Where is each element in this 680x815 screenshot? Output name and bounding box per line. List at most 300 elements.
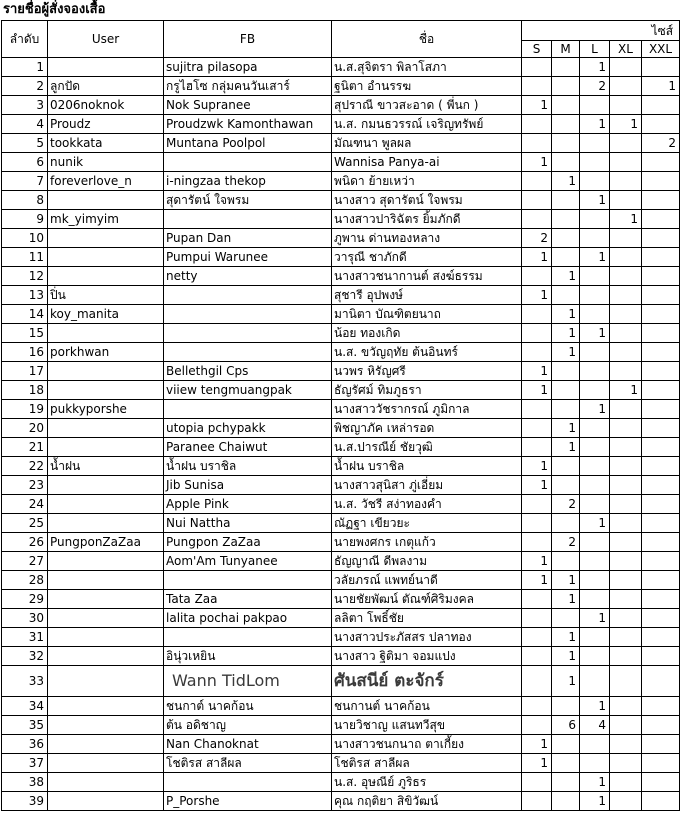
cell-name: วลัยภรณ์ แพทย์นาดี — [332, 571, 522, 590]
cell-size-m: 1 — [552, 438, 580, 457]
cell-name: ฐนิตา อำนรรฆ — [332, 77, 522, 96]
cell-size-s: 1 — [522, 735, 552, 754]
table-row — [2, 400, 680, 419]
cell-no: 28 — [2, 571, 48, 590]
cell-size-xl — [610, 172, 642, 191]
cell-name: น.ส.สุจิตรา พิลาโสภา — [332, 58, 522, 77]
cell-size-xl — [610, 571, 642, 590]
cell-size-l — [580, 419, 610, 438]
cell-size-s — [522, 666, 552, 697]
cell-size-xl — [610, 134, 642, 153]
cell-user — [48, 324, 164, 343]
cell-name: สุชารี อุปพงษ์ — [332, 286, 522, 305]
cell-size-xl — [610, 96, 642, 115]
cell-size-l — [580, 153, 610, 172]
cell-size-xl — [610, 419, 642, 438]
table-row — [2, 343, 680, 362]
cell-size-m — [552, 115, 580, 134]
cell-name: นางสาววัชรากรณ์ ภูมิกาล — [332, 400, 522, 419]
cell-size-m — [552, 381, 580, 400]
cell-size-xxl — [642, 153, 680, 172]
cell-name: ภูพาน ด่านทองหลาง — [332, 229, 522, 248]
table-row — [2, 267, 680, 286]
cell-size-xxl — [642, 666, 680, 697]
cell-no: 34 — [2, 697, 48, 716]
cell-name: นางสาวประภัสสร ปลาทอง — [332, 628, 522, 647]
cell-name: น.ส. ขวัญฤทัย ต้นอินทร์ — [332, 343, 522, 362]
cell-size-xxl — [642, 305, 680, 324]
cell-size-m: 1 — [552, 666, 580, 697]
cell-name: นายวิชาญ แสนทวีสุข — [332, 716, 522, 735]
cell-size-xxl — [642, 476, 680, 495]
cell-no: 27 — [2, 552, 48, 571]
cell-no: 12 — [2, 267, 48, 286]
cell-no: 31 — [2, 628, 48, 647]
table-row — [2, 58, 680, 77]
cell-user — [48, 495, 164, 514]
cell-no: 17 — [2, 362, 48, 381]
cell-size-xl — [610, 305, 642, 324]
cell-size-xxl — [642, 697, 680, 716]
cell-user: pukkyporshe — [48, 400, 164, 419]
cell-fb: netty — [164, 267, 332, 286]
cell-fb — [164, 628, 332, 647]
table-row — [2, 77, 680, 96]
cell-fb: Nan Chanoknat — [164, 735, 332, 754]
cell-name: นายชัยพัฒน์ ตัณฑ์ศิริมงคล — [332, 590, 522, 609]
cell-fb: Nui Nattha — [164, 514, 332, 533]
cell-size-m — [552, 792, 580, 811]
cell-size-l — [580, 476, 610, 495]
cell-size-xxl: 1 — [642, 77, 680, 96]
cell-size-l: 1 — [580, 697, 610, 716]
table-row — [2, 324, 680, 343]
cell-size-m — [552, 697, 580, 716]
cell-fb: น้ำฝน บราชิล — [164, 457, 332, 476]
cell-user — [48, 58, 164, 77]
header-fb: FB — [164, 21, 332, 58]
cell-size-l — [580, 754, 610, 773]
cell-size-m — [552, 609, 580, 628]
cell-name: นางสาว ฐิติมา จอมแปง — [332, 647, 522, 666]
cell-size-s — [522, 773, 552, 792]
cell-no: 11 — [2, 248, 48, 267]
cell-no: 13 — [2, 286, 48, 305]
cell-fb: Aom'Am Tunyanee — [164, 552, 332, 571]
table-row — [2, 134, 680, 153]
cell-no: 6 — [2, 153, 48, 172]
cell-size-m: 1 — [552, 343, 580, 362]
cell-user: tookkata — [48, 134, 164, 153]
cell-no: 1 — [2, 58, 48, 77]
cell-user: mk_yimyim — [48, 210, 164, 229]
cell-fb: P_Porshe — [164, 792, 332, 811]
cell-user — [48, 419, 164, 438]
cell-size-xxl — [642, 716, 680, 735]
cell-size-s: 1 — [522, 457, 552, 476]
cell-size-l — [580, 533, 610, 552]
table-row — [2, 666, 680, 697]
cell-no: 23 — [2, 476, 48, 495]
cell-size-s: 1 — [522, 476, 552, 495]
cell-size-l — [580, 305, 610, 324]
cell-no: 29 — [2, 590, 48, 609]
cell-fb: viiew tengmuangpak — [164, 381, 332, 400]
cell-size-xxl — [642, 381, 680, 400]
cell-size-m — [552, 754, 580, 773]
cell-user — [48, 191, 164, 210]
cell-size-xxl: 2 — [642, 134, 680, 153]
cell-size-xxl — [642, 571, 680, 590]
cell-size-s: 2 — [522, 229, 552, 248]
cell-size-xl — [610, 229, 642, 248]
cell-size-l — [580, 495, 610, 514]
cell-fb: Wann TidLom — [164, 666, 332, 697]
cell-size-xxl — [642, 514, 680, 533]
cell-size-m — [552, 96, 580, 115]
cell-fb: โชติรส สาลีผล — [164, 754, 332, 773]
cell-size-xl — [610, 514, 642, 533]
cell-size-l — [580, 438, 610, 457]
cell-no: 16 — [2, 343, 48, 362]
cell-size-l — [580, 647, 610, 666]
table-row — [2, 210, 680, 229]
cell-user — [48, 267, 164, 286]
cell-size-m — [552, 735, 580, 754]
cell-fb — [164, 286, 332, 305]
cell-size-s — [522, 533, 552, 552]
table-row — [2, 153, 680, 172]
header-size-group: ไซส์ — [522, 21, 680, 41]
cell-size-s: 1 — [522, 153, 552, 172]
cell-size-m: 2 — [552, 533, 580, 552]
cell-name: ธัญญาณี ดีพลงาม — [332, 552, 522, 571]
cell-no: 25 — [2, 514, 48, 533]
cell-no: 18 — [2, 381, 48, 400]
cell-size-s: 1 — [522, 286, 552, 305]
cell-user — [48, 248, 164, 267]
cell-size-s — [522, 419, 552, 438]
cell-size-xl — [610, 457, 642, 476]
cell-size-xl — [610, 58, 642, 77]
cell-size-xl — [610, 324, 642, 343]
cell-name: น.ส. วัชรี สง่าทองคำ — [332, 495, 522, 514]
cell-size-xl — [610, 533, 642, 552]
cell-fb — [164, 343, 332, 362]
cell-fb — [164, 305, 332, 324]
cell-fb: Tata Zaa — [164, 590, 332, 609]
header-size-xl: XL — [610, 41, 642, 58]
cell-name: น้ำฝน บราชิล — [332, 457, 522, 476]
cell-size-s — [522, 134, 552, 153]
cell-no: 9 — [2, 210, 48, 229]
table-row — [2, 514, 680, 533]
cell-no: 36 — [2, 735, 48, 754]
cell-user: PungponZaZaa — [48, 533, 164, 552]
cell-size-xl — [610, 77, 642, 96]
cell-no: 24 — [2, 495, 48, 514]
cell-size-m: 1 — [552, 419, 580, 438]
cell-fb: อินุ่วเหยิน — [164, 647, 332, 666]
cell-name: ลลิตา โพธิ์ชัย — [332, 609, 522, 628]
header-size-s: S — [522, 41, 552, 58]
sheet-title: รายชื่อผู้สั่งจองเสื้อ — [3, 2, 106, 17]
cell-name: โชติรส สาลีผล — [332, 754, 522, 773]
cell-user: ลูกปัด — [48, 77, 164, 96]
cell-size-xxl — [642, 419, 680, 438]
cell-size-l: 1 — [580, 773, 610, 792]
cell-user — [48, 773, 164, 792]
cell-size-l: 1 — [580, 248, 610, 267]
cell-size-s — [522, 324, 552, 343]
cell-size-xxl — [642, 267, 680, 286]
cell-size-l: 1 — [580, 400, 610, 419]
cell-size-m: 1 — [552, 324, 580, 343]
cell-fb — [164, 571, 332, 590]
cell-size-xxl — [642, 647, 680, 666]
cell-name: วารุณี ชาภักดี — [332, 248, 522, 267]
header-name: ชื่อ — [332, 21, 522, 58]
cell-size-l — [580, 286, 610, 305]
cell-fb: สุดารัตน์ ใจพรม — [164, 191, 332, 210]
cell-no: 21 — [2, 438, 48, 457]
cell-size-xxl — [642, 362, 680, 381]
cell-size-xl — [610, 153, 642, 172]
cell-size-xxl — [642, 552, 680, 571]
cell-fb: Nok Supranee — [164, 96, 332, 115]
cell-fb: Pupan Dan — [164, 229, 332, 248]
table-row — [2, 115, 680, 134]
cell-fb — [164, 400, 332, 419]
cell-size-l — [580, 267, 610, 286]
order-table — [1, 20, 680, 811]
table-row — [2, 590, 680, 609]
header-user: User — [48, 21, 164, 58]
cell-user — [48, 647, 164, 666]
table-row — [2, 419, 680, 438]
cell-name: นางสาวปาริฉัตร ยิ้มภักดี — [332, 210, 522, 229]
cell-user — [48, 438, 164, 457]
cell-fb — [164, 210, 332, 229]
cell-size-xl — [610, 666, 642, 697]
cell-name: นางสาวสุนิสา ภู่เอี่ยม — [332, 476, 522, 495]
cell-size-l — [580, 457, 610, 476]
table-row — [2, 229, 680, 248]
table-row — [2, 362, 680, 381]
cell-size-xxl — [642, 628, 680, 647]
cell-user — [48, 792, 164, 811]
cell-size-l — [580, 96, 610, 115]
cell-size-s — [522, 438, 552, 457]
cell-user: Proudz — [48, 115, 164, 134]
cell-size-xxl — [642, 324, 680, 343]
cell-user — [48, 571, 164, 590]
cell-size-xxl — [642, 229, 680, 248]
table-row — [2, 305, 680, 324]
cell-fb: Jib Sunisa — [164, 476, 332, 495]
cell-name: นางสาวชนากานต์ สงฆ์ธรรม — [332, 267, 522, 286]
cell-fb — [164, 153, 332, 172]
cell-size-s — [522, 647, 552, 666]
cell-user: koy_manita — [48, 305, 164, 324]
cell-no: 38 — [2, 773, 48, 792]
cell-fb: Pungpon ZaZaa — [164, 533, 332, 552]
table-row — [2, 773, 680, 792]
cell-size-xxl — [642, 210, 680, 229]
cell-size-m — [552, 552, 580, 571]
cell-size-m — [552, 457, 580, 476]
table-row — [2, 381, 680, 400]
cell-user: nunik — [48, 153, 164, 172]
cell-user — [48, 666, 164, 697]
cell-size-s — [522, 697, 552, 716]
cell-size-xl — [610, 697, 642, 716]
cell-size-xl — [610, 590, 642, 609]
cell-size-xl — [610, 267, 642, 286]
cell-user — [48, 362, 164, 381]
cell-name: Wannisa Panya-ai — [332, 153, 522, 172]
cell-no: 10 — [2, 229, 48, 248]
cell-user — [48, 590, 164, 609]
cell-size-l — [580, 590, 610, 609]
cell-name: นวพร หิรัญศรี — [332, 362, 522, 381]
cell-no: 33 — [2, 666, 48, 697]
cell-fb: Bellethgil Cps — [164, 362, 332, 381]
table-row — [2, 792, 680, 811]
cell-size-m — [552, 362, 580, 381]
cell-fb: Paranee Chaiwut — [164, 438, 332, 457]
cell-size-l — [580, 552, 610, 571]
cell-name: พิชญาภัค เหล่ารอด — [332, 419, 522, 438]
cell-size-s — [522, 58, 552, 77]
cell-size-l — [580, 628, 610, 647]
cell-size-s — [522, 400, 552, 419]
cell-size-s: 1 — [522, 754, 552, 773]
cell-no: 14 — [2, 305, 48, 324]
cell-no: 2 — [2, 77, 48, 96]
cell-no: 15 — [2, 324, 48, 343]
cell-size-s — [522, 305, 552, 324]
cell-size-xxl — [642, 533, 680, 552]
cell-user — [48, 735, 164, 754]
cell-size-xxl — [642, 457, 680, 476]
cell-size-s — [522, 77, 552, 96]
cell-size-m: 1 — [552, 267, 580, 286]
cell-size-l — [580, 362, 610, 381]
cell-size-xl — [610, 628, 642, 647]
cell-size-l — [580, 381, 610, 400]
cell-size-xxl — [642, 735, 680, 754]
cell-size-s — [522, 191, 552, 210]
cell-size-m — [552, 773, 580, 792]
cell-user — [48, 476, 164, 495]
cell-size-s — [522, 716, 552, 735]
cell-size-l — [580, 571, 610, 590]
cell-size-s — [522, 495, 552, 514]
cell-size-l — [580, 210, 610, 229]
cell-fb: utopia pchypakk — [164, 419, 332, 438]
cell-fb: Pumpui Warunee — [164, 248, 332, 267]
table-row — [2, 552, 680, 571]
cell-size-l: 1 — [580, 58, 610, 77]
cell-size-xl: 1 — [610, 115, 642, 134]
cell-size-l: 1 — [580, 792, 610, 811]
cell-user: น้ำฝน — [48, 457, 164, 476]
cell-size-m — [552, 77, 580, 96]
table-row — [2, 495, 680, 514]
cell-size-xxl — [642, 773, 680, 792]
cell-size-m — [552, 286, 580, 305]
cell-size-xxl — [642, 286, 680, 305]
cell-name: น.ส. กมนธวรรณ์ เจริญทรัพย์ — [332, 115, 522, 134]
cell-size-xxl — [642, 172, 680, 191]
table-row — [2, 571, 680, 590]
cell-size-m: 1 — [552, 305, 580, 324]
cell-user: foreverlove_n — [48, 172, 164, 191]
cell-size-l — [580, 343, 610, 362]
cell-name: สุปราณี ขาวสะอาด ( พี่นก ) — [332, 96, 522, 115]
cell-size-xl — [610, 609, 642, 628]
cell-name: คุณ กฤติยา สิขิวัฒน์ — [332, 792, 522, 811]
cell-user — [48, 697, 164, 716]
cell-no: 35 — [2, 716, 48, 735]
cell-user: ปิ่น — [48, 286, 164, 305]
cell-size-l: 1 — [580, 115, 610, 134]
cell-no: 37 — [2, 754, 48, 773]
cell-size-xl — [610, 286, 642, 305]
cell-size-s — [522, 609, 552, 628]
header-size-m: M — [552, 41, 580, 58]
cell-size-s: 1 — [522, 381, 552, 400]
table-row — [2, 716, 680, 735]
cell-no: 4 — [2, 115, 48, 134]
cell-size-m — [552, 191, 580, 210]
cell-size-xxl — [642, 400, 680, 419]
cell-name: น.ส. อุษณีย์ ภูริธร — [332, 773, 522, 792]
cell-name: ธัญรัศม์ ทิมภูธรา — [332, 381, 522, 400]
cell-size-s — [522, 590, 552, 609]
cell-size-s: 1 — [522, 248, 552, 267]
table-row — [2, 476, 680, 495]
cell-size-m — [552, 210, 580, 229]
cell-no: 22 — [2, 457, 48, 476]
header-no: ลำดับ — [2, 21, 48, 58]
cell-size-xxl — [642, 495, 680, 514]
cell-user — [48, 229, 164, 248]
table-row — [2, 457, 680, 476]
cell-size-xxl — [642, 590, 680, 609]
cell-fb — [164, 324, 332, 343]
cell-size-l — [580, 735, 610, 754]
cell-size-xl — [610, 754, 642, 773]
cell-size-xl — [610, 400, 642, 419]
table-row — [2, 248, 680, 267]
cell-no: 7 — [2, 172, 48, 191]
cell-size-xxl — [642, 438, 680, 457]
cell-fb: Proudzwk Kamonthawan — [164, 115, 332, 134]
cell-name: นางสาวชนกนาถ ตาเกี้ยง — [332, 735, 522, 754]
cell-size-xl — [610, 716, 642, 735]
cell-name: นางสาว สุดารัตน์ ใจพรม — [332, 191, 522, 210]
cell-fb: กรูไฮโซ กลุ่มคนวันเสาร์ — [164, 77, 332, 96]
cell-size-l — [580, 666, 610, 697]
cell-name: ณัฏฐา เขียวยะ — [332, 514, 522, 533]
cell-size-xl — [610, 343, 642, 362]
cell-size-l: 4 — [580, 716, 610, 735]
cell-size-xl: 1 — [610, 210, 642, 229]
cell-size-xxl — [642, 96, 680, 115]
cell-user — [48, 754, 164, 773]
